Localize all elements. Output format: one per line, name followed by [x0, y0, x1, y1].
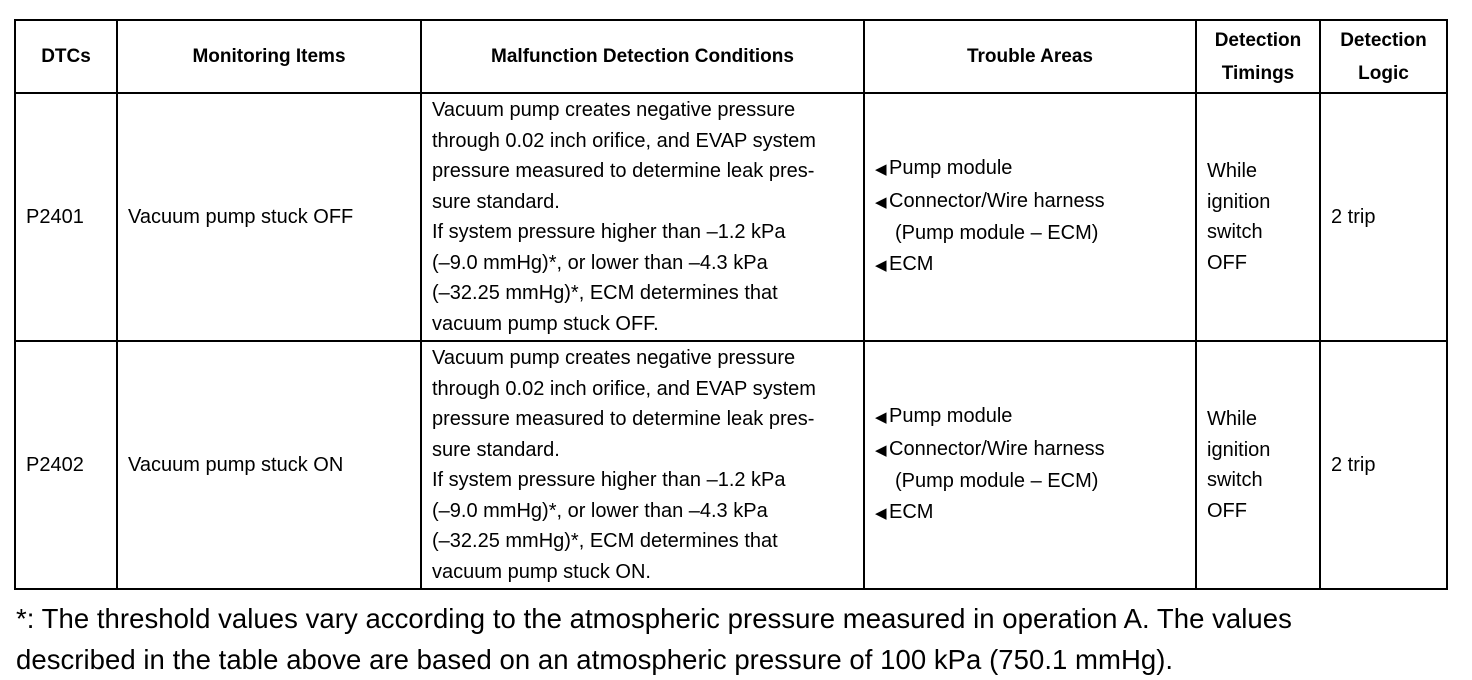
detection-logic: 2 trip	[1320, 341, 1447, 589]
bullet-arrow-icon: ◀	[875, 441, 887, 459]
timing-line: ignition	[1207, 190, 1271, 213]
trouble-areas	[864, 341, 1196, 589]
timing-line: OFF	[1207, 251, 1247, 274]
monitoring-item: Vacuum pump stuck OFF	[117, 93, 421, 341]
detection-logic: 2 trip	[1320, 93, 1447, 341]
conditions-line: If system pressure higher than –1.2 kPa	[432, 221, 786, 243]
conditions-line: (–9.0 mmHg)*, or lower than –4.3 kPa	[432, 499, 768, 522]
header-detection-logic-line1: Detection	[1340, 29, 1427, 51]
timing-line: While	[1207, 160, 1258, 182]
malfunction-conditions	[421, 93, 864, 341]
trouble-area-label: (Pump module – ECM)	[895, 470, 1099, 492]
conditions-line: (–9.0 mmHg)*, or lower than –4.3 kPa	[432, 251, 768, 274]
trouble-areas	[864, 93, 1196, 341]
trouble-area-label: ECM	[889, 500, 934, 523]
trouble-area-item	[875, 249, 1187, 282]
detection-timing	[1196, 93, 1320, 341]
table-row	[15, 93, 1447, 341]
header-row	[15, 20, 1447, 93]
dtc-table	[14, 19, 1448, 590]
monitoring-item: Vacuum pump stuck ON	[117, 341, 421, 589]
header-monitoring-items: Monitoring Items	[117, 20, 421, 93]
conditions-line: through 0.02 inch orifice, and EVAP system	[432, 129, 816, 152]
timing-line: While	[1207, 408, 1258, 430]
conditions-line: pressure measured to determine leak pres-	[432, 160, 815, 182]
trouble-area-label: Connector/Wire harness	[889, 437, 1105, 460]
timing-line: switch	[1207, 469, 1263, 491]
header-detection-timings-line1: Detection	[1214, 29, 1302, 51]
detection-timing	[1196, 341, 1320, 589]
conditions-line: sure standard.	[432, 190, 560, 213]
conditions-line: sure standard.	[432, 438, 560, 461]
conditions-line: pressure measured to determine leak pres-	[432, 408, 815, 430]
trouble-area-item	[875, 401, 1187, 434]
conditions-line: vacuum pump stuck OFF.	[432, 312, 659, 335]
bullet-arrow-icon: ◀	[875, 256, 887, 274]
bullet-arrow-icon: ◀	[875, 504, 887, 522]
trouble-area-item	[875, 186, 1187, 219]
header-detection-timings-line2: Timings	[1221, 62, 1295, 84]
conditions-line: (–32.25 mmHg)*, ECM determines that	[432, 282, 778, 304]
header-detection-logic-line2: Logic	[1358, 62, 1409, 84]
trouble-area-label: Pump module	[889, 157, 1013, 179]
trouble-area-item	[875, 218, 1187, 249]
footnote	[16, 598, 1456, 680]
timing-line: OFF	[1207, 499, 1247, 522]
trouble-area-label: (Pump module – ECM)	[895, 222, 1099, 244]
header-detection-logic	[1320, 20, 1447, 93]
header-dtcs: DTCs	[15, 20, 117, 93]
trouble-area-item	[875, 497, 1187, 530]
footnote-line-2: described in the table above are based on an atmospheric pressure of 100 kPa (750.1 mmHg).	[16, 644, 1174, 675]
timing-line: ignition	[1207, 438, 1271, 461]
trouble-area-label: ECM	[889, 252, 934, 275]
conditions-line: If system pressure higher than –1.2 kPa	[432, 469, 786, 491]
timing-line: switch	[1207, 221, 1263, 243]
dtc-code: P2401	[15, 93, 117, 341]
dtc-code: P2402	[15, 341, 117, 589]
conditions-line: Vacuum pump creates negative pressure	[432, 99, 796, 121]
header-detection-timings	[1196, 20, 1320, 93]
trouble-area-list	[875, 401, 1187, 529]
header-malfunction-conditions: Malfunction Detection Conditions	[421, 20, 864, 93]
trouble-area-label: Pump module	[889, 405, 1013, 427]
header-trouble-areas: Trouble Areas	[864, 20, 1196, 93]
footnote-line-1: *: The threshold values vary according to the atmospheric pressure measured in operation A. The values	[16, 603, 1292, 634]
bullet-arrow-icon: ◀	[875, 193, 887, 211]
malfunction-conditions	[421, 341, 864, 589]
conditions-line: vacuum pump stuck ON.	[432, 560, 651, 583]
bullet-arrow-icon: ◀	[875, 409, 887, 426]
conditions-line: through 0.02 inch orifice, and EVAP system	[432, 377, 816, 400]
trouble-area-item	[875, 434, 1187, 467]
trouble-area-list	[875, 153, 1187, 281]
conditions-line: (–32.25 mmHg)*, ECM determines that	[432, 530, 778, 552]
table-row	[15, 341, 1447, 589]
conditions-line: Vacuum pump creates negative pressure	[432, 347, 796, 369]
trouble-area-label: Connector/Wire harness	[889, 189, 1105, 212]
trouble-area-item	[875, 466, 1187, 497]
trouble-area-item	[875, 153, 1187, 186]
bullet-arrow-icon: ◀	[875, 161, 887, 178]
